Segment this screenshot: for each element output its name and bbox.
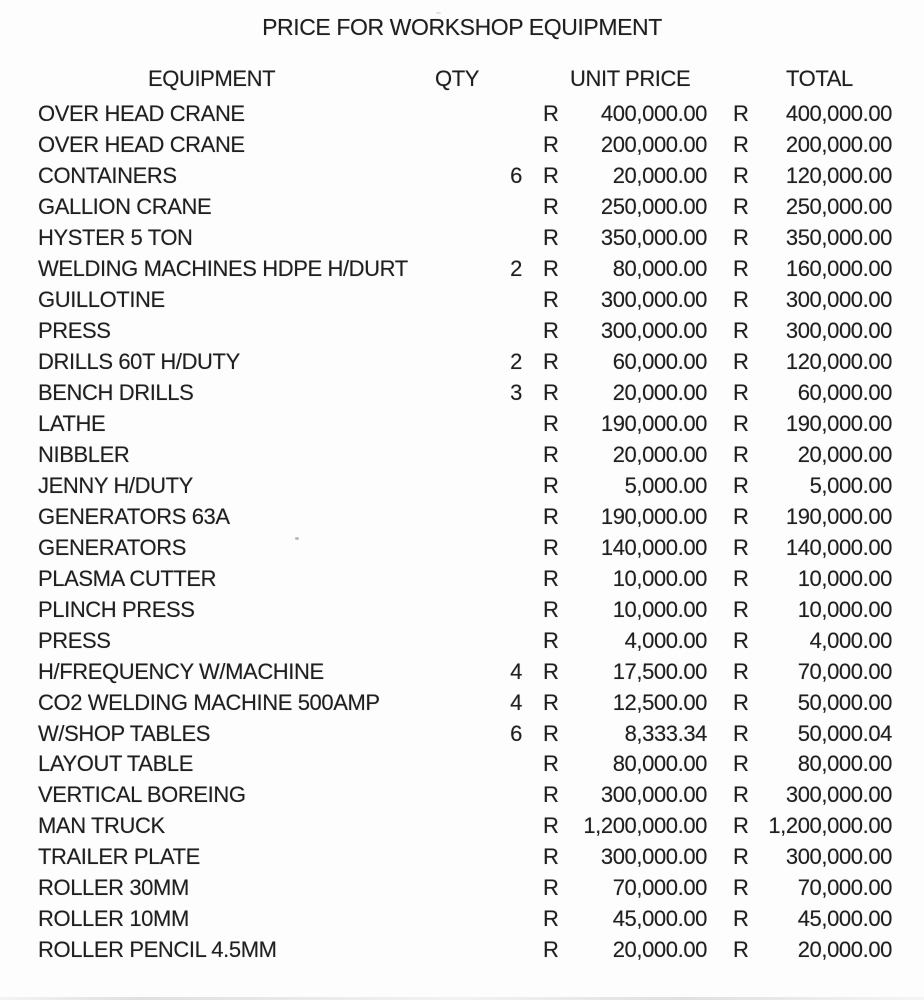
equipment-name: LATHE bbox=[38, 411, 106, 436]
currency-symbol: R bbox=[733, 658, 749, 684]
unit-price-value: 20,000.00 bbox=[612, 937, 707, 963]
table-row bbox=[0, 254, 924, 285]
equipment-name: PRESS bbox=[38, 318, 111, 344]
unit-price-value: 20,000.00 bbox=[612, 163, 707, 189]
unit-price-value: 80,000.00 bbox=[612, 751, 707, 777]
currency-symbol: R bbox=[543, 503, 559, 529]
unit-price-value: 1,200,000.00 bbox=[583, 813, 707, 839]
equipment-name: ROLLER 30MM bbox=[38, 875, 189, 901]
currency-symbol: R bbox=[733, 503, 749, 529]
quantity-value: 2 bbox=[510, 256, 522, 282]
currency-symbol: R bbox=[733, 844, 749, 870]
currency-symbol: R bbox=[543, 627, 559, 653]
unit-price-value: 190,000.00 bbox=[600, 503, 707, 529]
equipment-name: PLINCH PRESS bbox=[38, 596, 195, 622]
total-value: 4,000.00 bbox=[809, 627, 892, 653]
total-value: 20,000.00 bbox=[797, 441, 892, 467]
table-row bbox=[0, 378, 924, 409]
currency-symbol: R bbox=[543, 658, 559, 684]
unit-price-value: 4,000.00 bbox=[624, 627, 707, 653]
unit-price-value: 12,500.00 bbox=[612, 689, 707, 715]
table-row bbox=[0, 656, 924, 687]
table-row bbox=[0, 285, 924, 316]
currency-symbol: R bbox=[733, 256, 749, 282]
currency-symbol: R bbox=[733, 225, 749, 251]
currency-symbol: R bbox=[733, 596, 749, 622]
total-value: 45,000.00 bbox=[797, 906, 892, 932]
total-value: 1,200,000.00 bbox=[768, 813, 892, 839]
currency-symbol: R bbox=[543, 441, 559, 467]
currency-symbol: R bbox=[733, 349, 749, 375]
table-row bbox=[0, 749, 924, 780]
table-body bbox=[0, 99, 924, 966]
total-value: 300,000.00 bbox=[785, 318, 892, 344]
currency-symbol: R bbox=[733, 132, 749, 158]
table-row bbox=[0, 501, 924, 532]
currency-symbol: R bbox=[733, 163, 749, 189]
total-value: 120,000.00 bbox=[785, 163, 892, 189]
unit-price-value: 250,000.00 bbox=[600, 194, 707, 220]
unit-price-value: 300,000.00 bbox=[600, 287, 707, 313]
currency-symbol: R bbox=[543, 689, 559, 715]
table-row bbox=[0, 439, 924, 470]
currency-symbol: R bbox=[543, 844, 559, 870]
currency-symbol: R bbox=[543, 225, 559, 251]
equipment-name: PLASMA CUTTER bbox=[38, 565, 217, 591]
currency-symbol: R bbox=[543, 596, 559, 622]
table-row bbox=[0, 625, 924, 656]
column-header-equipment: EQUIPMENT bbox=[148, 66, 276, 91]
table-row bbox=[0, 470, 924, 501]
total-value: 120,000.00 bbox=[785, 349, 892, 375]
equipment-name: W/SHOP TABLES bbox=[38, 720, 211, 746]
column-header-qty: QTY bbox=[435, 66, 480, 91]
equipment-name: MAN TRUCK bbox=[38, 813, 165, 839]
currency-symbol: R bbox=[543, 720, 559, 746]
table-row bbox=[0, 935, 924, 966]
total-value: 300,000.00 bbox=[785, 287, 892, 313]
unit-price-value: 70,000.00 bbox=[612, 875, 707, 901]
currency-symbol: R bbox=[733, 472, 749, 498]
equipment-name: ROLLER PENCIL 4.5MM bbox=[38, 937, 277, 963]
table-row bbox=[0, 130, 924, 161]
currency-symbol: R bbox=[733, 782, 749, 808]
table-row bbox=[0, 687, 924, 718]
currency-symbol: R bbox=[733, 101, 749, 127]
currency-symbol: R bbox=[733, 720, 749, 746]
equipment-name: ROLLER 10MM bbox=[38, 906, 189, 932]
currency-symbol: R bbox=[543, 287, 559, 313]
table-row bbox=[0, 316, 924, 347]
unit-price-value: 400,000.00 bbox=[600, 101, 707, 127]
table-row bbox=[0, 532, 924, 563]
table-row bbox=[0, 223, 924, 254]
currency-symbol: R bbox=[733, 565, 749, 591]
total-value: 70,000.00 bbox=[797, 875, 892, 901]
quantity-value: 6 bbox=[510, 163, 522, 189]
unit-price-value: 20,000.00 bbox=[612, 441, 707, 467]
unit-price-value: 190,000.00 bbox=[600, 411, 707, 436]
equipment-name: GENERATORS 63A bbox=[38, 503, 230, 529]
total-value: 300,000.00 bbox=[785, 782, 892, 808]
currency-symbol: R bbox=[733, 627, 749, 653]
table-row bbox=[0, 780, 924, 811]
currency-symbol: R bbox=[543, 380, 559, 406]
equipment-name: GENERATORS bbox=[38, 534, 186, 560]
scan-speck bbox=[295, 537, 299, 540]
unit-price-value: 300,000.00 bbox=[600, 782, 707, 808]
currency-symbol: R bbox=[543, 101, 559, 127]
unit-price-value: 60,000.00 bbox=[612, 349, 707, 375]
unit-price-value: 80,000.00 bbox=[612, 256, 707, 282]
quantity-value: 2 bbox=[510, 349, 522, 375]
currency-symbol: R bbox=[543, 751, 559, 777]
currency-symbol: R bbox=[733, 813, 749, 839]
document-title: PRICE FOR WORKSHOP EQUIPMENT bbox=[262, 14, 662, 40]
quantity-value: 4 bbox=[510, 689, 522, 715]
currency-symbol: R bbox=[733, 689, 749, 715]
equipment-name: BENCH DRILLS bbox=[38, 380, 194, 406]
currency-symbol: R bbox=[543, 534, 559, 560]
currency-symbol: R bbox=[733, 441, 749, 467]
equipment-name: DRILLS 60T H/DUTY bbox=[38, 349, 240, 375]
table-row bbox=[0, 99, 924, 130]
currency-symbol: R bbox=[543, 349, 559, 375]
unit-price-value: 45,000.00 bbox=[612, 906, 707, 932]
equipment-name: PRESS bbox=[38, 627, 111, 653]
total-value: 300,000.00 bbox=[785, 844, 892, 870]
currency-symbol: R bbox=[733, 194, 749, 220]
table-row bbox=[0, 192, 924, 223]
equipment-name: NIBBLER bbox=[38, 441, 130, 467]
currency-symbol: R bbox=[733, 937, 749, 963]
total-value: 190,000.00 bbox=[785, 411, 892, 436]
unit-price-value: 8,333.34 bbox=[624, 720, 707, 746]
total-value: 200,000.00 bbox=[785, 132, 892, 158]
table-header bbox=[0, 64, 924, 94]
table-row bbox=[0, 594, 924, 625]
unit-price-value: 200,000.00 bbox=[600, 132, 707, 158]
table-row bbox=[0, 873, 924, 904]
currency-symbol: R bbox=[733, 906, 749, 932]
currency-symbol: R bbox=[733, 875, 749, 901]
currency-symbol: R bbox=[543, 782, 559, 808]
currency-symbol: R bbox=[543, 813, 559, 839]
currency-symbol: R bbox=[543, 906, 559, 932]
currency-symbol: R bbox=[543, 163, 559, 189]
unit-price-value: 300,000.00 bbox=[600, 318, 707, 344]
table-row bbox=[0, 347, 924, 378]
total-value: 10,000.00 bbox=[797, 565, 892, 591]
equipment-name: CO2 WELDING MACHINE 500AMP bbox=[38, 689, 380, 715]
equipment-name: WELDING MACHINES HDPE H/DURT bbox=[38, 256, 408, 282]
total-value: 60,000.00 bbox=[797, 380, 892, 406]
currency-symbol: R bbox=[733, 380, 749, 406]
equipment-name: CONTAINERS bbox=[38, 163, 177, 189]
total-value: 20,000.00 bbox=[797, 937, 892, 963]
table-row bbox=[0, 811, 924, 842]
currency-symbol: R bbox=[733, 318, 749, 344]
unit-price-value: 140,000.00 bbox=[600, 534, 707, 560]
currency-symbol: R bbox=[543, 194, 559, 220]
currency-symbol: R bbox=[543, 132, 559, 158]
equipment-name: GUILLOTINE bbox=[38, 287, 165, 313]
equipment-name: JENNY H/DUTY bbox=[38, 472, 193, 498]
total-value: 80,000.00 bbox=[797, 751, 892, 777]
total-value: 140,000.00 bbox=[785, 534, 892, 560]
total-value: 160,000.00 bbox=[785, 256, 892, 282]
unit-price-value: 10,000.00 bbox=[612, 565, 707, 591]
column-header-unit-price: UNIT PRICE bbox=[570, 66, 691, 91]
equipment-name: HYSTER 5 TON bbox=[38, 225, 193, 251]
equipment-name: OVER HEAD CRANE bbox=[38, 132, 245, 158]
unit-price-value: 300,000.00 bbox=[600, 844, 707, 870]
table-row bbox=[0, 842, 924, 873]
scan-speck bbox=[436, 12, 441, 14]
currency-symbol: R bbox=[543, 565, 559, 591]
table-row bbox=[0, 904, 924, 935]
total-value: 350,000.00 bbox=[785, 225, 892, 251]
equipment-name: H/FREQUENCY W/MACHINE bbox=[38, 658, 324, 684]
total-value: 5,000.00 bbox=[809, 472, 892, 498]
currency-symbol: R bbox=[543, 937, 559, 963]
equipment-name: VERTICAL BOREING bbox=[38, 782, 246, 808]
currency-symbol: R bbox=[543, 318, 559, 344]
currency-symbol: R bbox=[733, 411, 749, 436]
unit-price-value: 10,000.00 bbox=[612, 596, 707, 622]
table-row bbox=[0, 718, 924, 749]
total-value: 50,000.00 bbox=[797, 689, 892, 715]
currency-symbol: R bbox=[733, 751, 749, 777]
unit-price-value: 350,000.00 bbox=[600, 225, 707, 251]
currency-symbol: R bbox=[733, 534, 749, 560]
total-value: 250,000.00 bbox=[785, 194, 892, 220]
quantity-value: 6 bbox=[510, 720, 522, 746]
quantity-value: 4 bbox=[510, 658, 522, 684]
currency-symbol: R bbox=[543, 875, 559, 901]
unit-price-value: 17,500.00 bbox=[612, 658, 707, 684]
table-row bbox=[0, 563, 924, 594]
total-value: 190,000.00 bbox=[785, 503, 892, 529]
total-value: 10,000.00 bbox=[797, 596, 892, 622]
total-value: 400,000.00 bbox=[785, 101, 892, 127]
equipment-name: OVER HEAD CRANE bbox=[38, 101, 245, 127]
table-row bbox=[0, 409, 924, 440]
equipment-name: LAYOUT TABLE bbox=[38, 751, 193, 777]
total-value: 50,000.04 bbox=[797, 720, 892, 746]
currency-symbol: R bbox=[543, 256, 559, 282]
quantity-value: 3 bbox=[510, 380, 522, 406]
equipment-name: TRAILER PLATE bbox=[38, 844, 200, 870]
currency-symbol: R bbox=[543, 411, 559, 436]
column-header-total: TOTAL bbox=[786, 66, 853, 91]
total-value: 70,000.00 bbox=[797, 658, 892, 684]
unit-price-value: 5,000.00 bbox=[624, 472, 707, 498]
table-row bbox=[0, 161, 924, 192]
currency-symbol: R bbox=[543, 472, 559, 498]
equipment-name: GALLION CRANE bbox=[38, 194, 212, 220]
currency-symbol: R bbox=[733, 287, 749, 313]
unit-price-value: 20,000.00 bbox=[612, 380, 707, 406]
